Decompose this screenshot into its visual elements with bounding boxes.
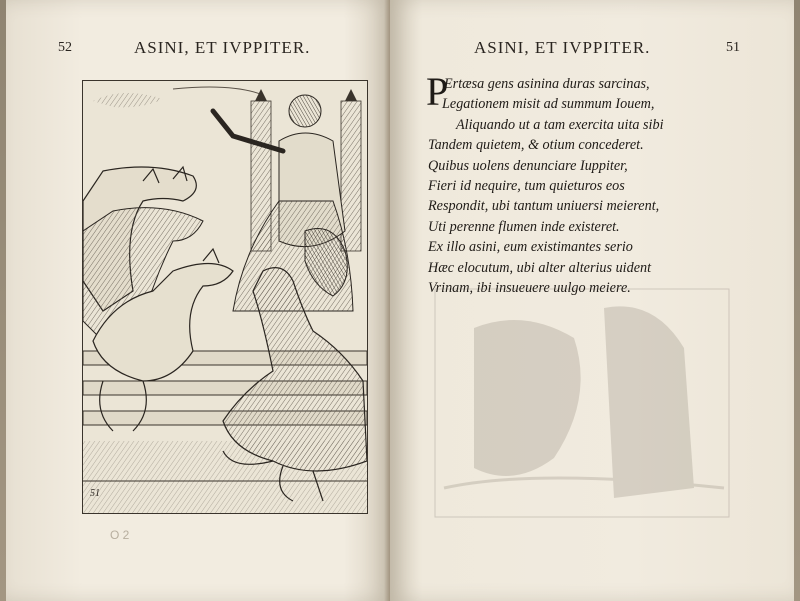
- poem-line: Uti perenne flumen inde existeret.: [428, 218, 620, 235]
- engraving-jupiter-and-donkeys: [82, 80, 368, 514]
- engraving-illustration: [83, 81, 367, 513]
- left-running-head: ASINI, ET IVPPITER.: [134, 38, 311, 57]
- right-page-number: 51: [726, 40, 740, 55]
- poem-line: Ertæsa gens asinina duras sarcinas,: [444, 76, 650, 92]
- poem-line: Ex illo asini, eum existimantes serio: [428, 239, 633, 256]
- poem-line: Vrinam, ibi insueuere uulgo meiere.: [428, 280, 631, 297]
- poem-line: Respondit, ubi tantum uniuersi meierent,: [428, 198, 660, 215]
- drop-cap: P: [426, 69, 449, 114]
- poem-line: Legationem misit ad summum Iouem,: [442, 96, 655, 113]
- pencil-note: O 2: [110, 528, 130, 542]
- plate-number: 51: [90, 488, 100, 499]
- poem-text: [426, 69, 758, 298]
- poem-line: Aliquando ut a tam exercita uita sibi: [456, 116, 664, 133]
- poem-line: Quibus uolens denunciare Iuppiter,: [428, 157, 628, 174]
- poem-line: Hæc elocutum, ubi alter alterius uident: [428, 259, 652, 276]
- left-page-number: 52: [58, 40, 72, 55]
- poem-line: Fieri id nequire, tum quieturos eos: [428, 178, 625, 195]
- poem-line: Tandem quietem, & otium concederet.: [428, 137, 644, 154]
- show-through-image: [434, 288, 730, 518]
- right-running-head: ASINI, ET IVPPITER.: [474, 38, 651, 57]
